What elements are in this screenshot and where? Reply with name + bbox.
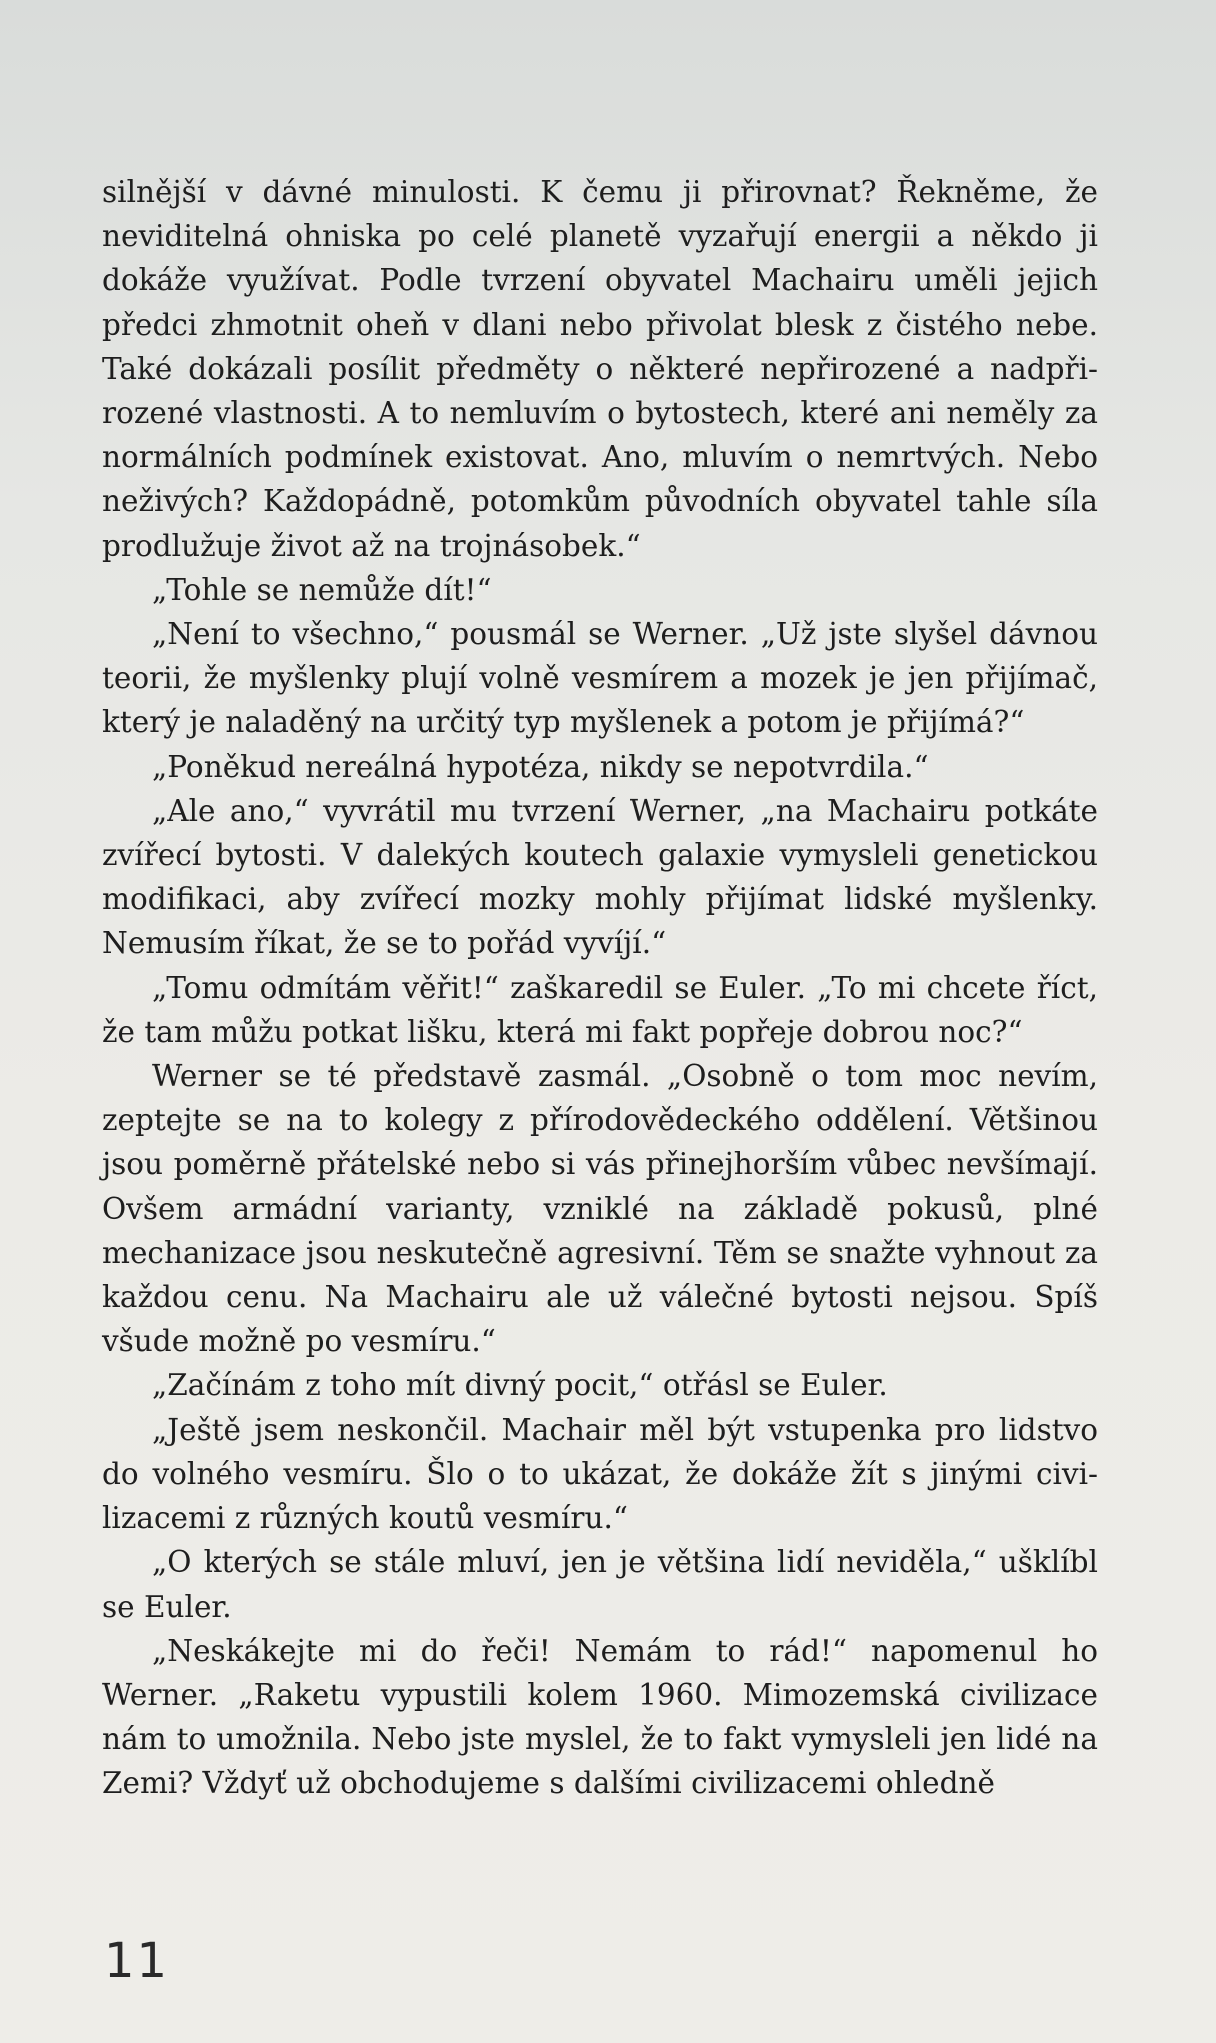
paragraph-1: silnější v dávné minulosti. K čemu ji přirovnat? Řekněme, že neviditelná ohniska po celé planetě vyzařují energii a někdo ji dokáže využívat. Podle tvrzení obyvatel Machairu uměli jejich předci zhmotnit oheň v dlani nebo přivolat blesk z čistého nebe. Také dokázali posílit předměty o některé nepřirozené a nadpřirozené vlastnosti. A to nemluvím o bytostech, které ani neměly za normálních podmínek existovat. Ano, mluvím o nemrtvých. Nebo neživých? Každopádně, potomkům původních obyvatel tahle síla prodlužuje život až na trojnásobek.“ [102, 175, 1098, 563]
body-text [102, 170, 1098, 1806]
paragraph-6: „Tomu odmítám věřit!“ zaškaredil se Euler. „To mi chcete říct, že tam můžu potkat lišku, která mi fakt popřeje dobrou noc?“ [102, 970, 1098, 1049]
paragraph-2: „Tohle se nemůže dít!“ [152, 572, 492, 607]
paragraph-9: „Ještě jsem neskončil. Machair měl být vstupenka pro lidstvo do volného vesmíru. Šlo o to ukázat, že dokáže žít s jinými civilizacemi z různých koutů vesmíru.“ [102, 1412, 1098, 1536]
paragraph-8: „Začínám z toho mít divný pocit,“ otřásl se Euler. [152, 1368, 888, 1403]
paragraph-4: „Poněkud nereálná hypotéza, nikdy se nepotvrdila.“ [152, 749, 929, 784]
paragraph-10: „O kterých se stále mluví, jen je většina lidí neviděla,“ ušklíbl se Euler. [102, 1545, 1098, 1624]
paragraph-11: „Neskákejte mi do řeči! Nemám to rád!“ napomenul ho Werner. „Raketu vypustili kolem 1960. Mimozemská civilizace nám to umožnila. Nebo jste myslel, že to fakt vymysleli jen lidé na Zemi? Vždyť už obchodujeme s dalšími civilizacemi ohledně [102, 1633, 1098, 1801]
paragraph-3: „Není to všechno,“ pousmál se Werner. „Už jste slyšel dávnou teorii, že myšlenky plují volně vesmírem a mozek je jen přijímač, který je naladěný na určitý typ myšlenek a potom je přijímá?“ [102, 617, 1098, 740]
paragraph-7: Werner se té představě zasmál. „Osobně o tom moc nevím, zeptejte se na to kolegy z přírodovědeckého oddělení. Většinou jsou poměrně přátelské nebo si vás přinejhorším vůbec nevšímají. Ovšem armádní varianty, vzniklé na základě pokusů, plné mechanizace jsou neskutečně agresivní. Těm se snažte vyhnout za každou cenu. Na Machairu ale už válečné bytosti nejsou. Spíš všude možně po vesmíru.“ [102, 1059, 1098, 1359]
page-number: 11 [104, 1933, 170, 1989]
paragraph-5: „Ale ano,“ vyvrátil mu tvrzení Werner, „na Machairu potkáte zvířecí bytosti. V dalekých koutech galaxie vymysleli genetickou modifikaci, aby zvířecí mozky mohly přijímat lidské myšlenky. Nemusím říkat, že se to pořád vyvíjí.“ [102, 793, 1098, 961]
